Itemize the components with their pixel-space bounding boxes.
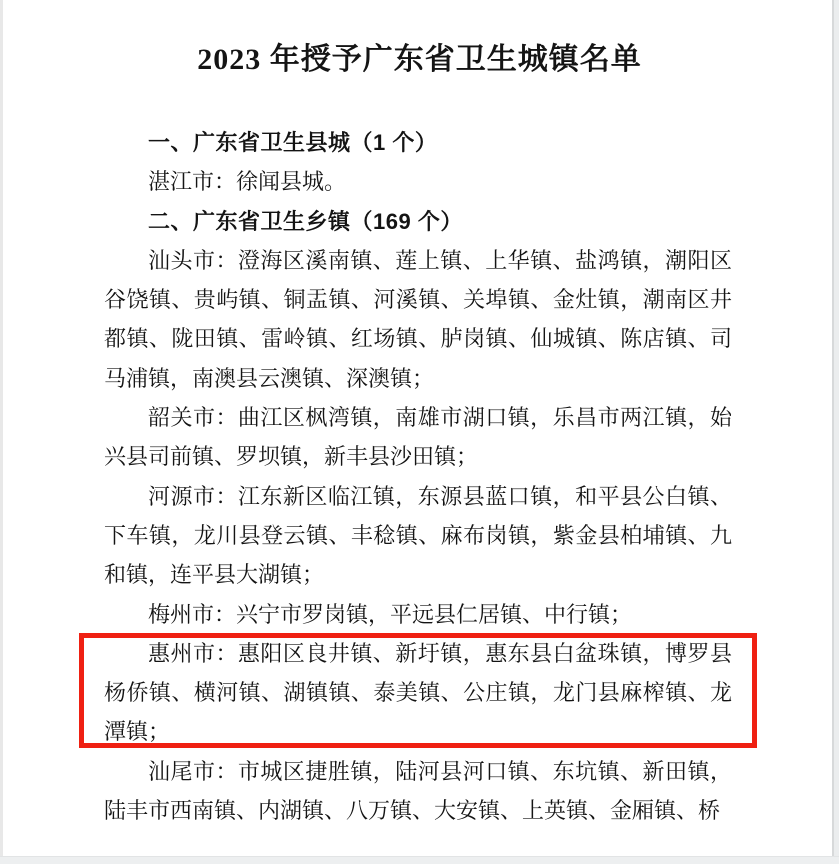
paragraph-meizhou: 梅州市：兴宁市罗岗镇，平远县仁居镇、中行镇； bbox=[148, 601, 633, 627]
paragraph-zhanjiang: 湛江市：徐闻县城。 bbox=[148, 169, 347, 195]
paragraph-huizhou-highlighted: 惠州市：惠阳区良井镇、新圩镇，惠东县白盆珠镇，博罗县杨侨镇、横河镇、湖镇镇、泰美镇、公庄镇，龙门县麻榨镇、龙潭镇； bbox=[104, 640, 732, 745]
document-title: 2023 年授予广东省卫生城镇名单 bbox=[197, 43, 642, 76]
page-edge-right bbox=[832, 0, 839, 864]
page-edge-left bbox=[0, 0, 3, 864]
paragraph-shantou: 汕头市：澄海区溪南镇、莲上镇、上华镇、盐鸿镇，潮阳区谷饶镇、贵屿镇、铜盂镇、河溪镇、关埠镇、金灶镇，潮南区井都镇、陇田镇、雷岭镇、红场镇、胪岗镇、仙城镇、陈店镇、司马浦镇，南澳县云澳镇、深澳镇； bbox=[104, 247, 732, 391]
paragraph-heyuan: 河源市：江东新区临江镇，东源县蓝口镇，和平县公白镇、下车镇，龙川县登云镇、丰稔镇、麻布岗镇，紫金县柏埔镇、九和镇，连平县大湖镇； bbox=[104, 483, 732, 588]
section-1-heading: 一、广东省卫生县城（1 个） bbox=[148, 130, 438, 155]
page-edge-bottom bbox=[0, 856, 839, 864]
paragraph-shanwei: 汕尾市：市城区捷胜镇，陆河县河口镇、东坑镇、新田镇，陆丰市西南镇、内湖镇、八万镇、大安镇、上英镇、金厢镇、桥 bbox=[104, 758, 732, 824]
paragraph-shaoguan: 韶关市：曲江区枫湾镇，南雄市湖口镇，乐昌市两江镇，始兴县司前镇、罗坝镇，新丰县沙田镇； bbox=[104, 405, 732, 470]
document-body bbox=[104, 123, 732, 830]
section-2-heading: 二、广东省卫生乡镇（169 个） bbox=[148, 208, 463, 234]
